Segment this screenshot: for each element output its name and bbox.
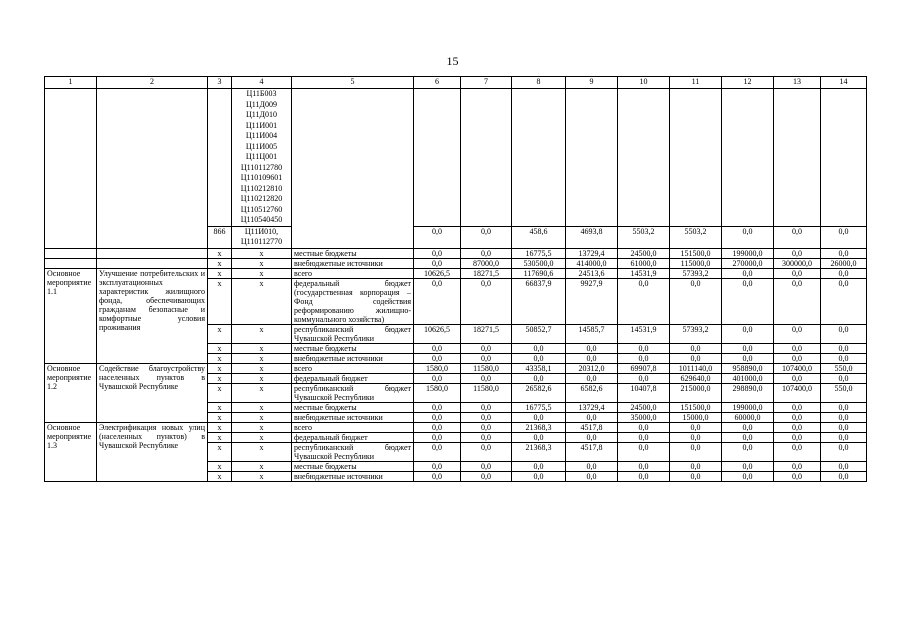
value-cell: 958890,0 [722,363,774,373]
source-cell: местные бюджеты [292,248,414,258]
source-cell: федеральный бюджет [292,432,414,442]
grbs-cell: х [208,412,232,422]
grbs-cell: х [208,422,232,432]
value-cell: 10407,8 [618,383,670,402]
source-cell: местные бюджеты [292,402,414,412]
value-cell: 35000,0 [618,412,670,422]
value-cell: 26582,6 [512,383,566,402]
value-cell: 18271,5 [461,324,512,343]
value-cell: 117690,6 [512,268,566,278]
grbs-cell: х [208,373,232,383]
value-cell: 21368,3 [512,422,566,432]
source-cell: республиканский бюджет Чувашской Республики [292,324,414,343]
value-empty [566,89,618,227]
grbs-cell: х [208,402,232,412]
value-cell: 0,0 [821,268,867,278]
value-cell: 0,0 [414,442,461,461]
value-cell: 107400,0 [774,363,821,373]
code-cell: х [232,324,292,343]
value-cell: 0,0 [774,268,821,278]
source-cell: местные бюджеты [292,343,414,353]
value-cell: 0,0 [722,268,774,278]
table-row [45,248,867,258]
value-cell: 199000,0 [722,402,774,412]
value-cell: 0,0 [722,324,774,343]
value-cell: 0,0 [414,248,461,258]
value-cell: 87000,0 [461,258,512,268]
value-cell: 530500,0 [512,258,566,268]
value-empty [821,89,867,227]
target-code: Ц11И004 [245,131,278,140]
value-empty [774,89,821,227]
value-cell: 0,0 [774,324,821,343]
value-cell: 0,0 [618,432,670,442]
grbs-cell: х [208,363,232,373]
value-cell: 1011140,0 [670,363,722,373]
value-cell: 0,0 [461,373,512,383]
value-cell: 0,0 [414,402,461,412]
value-cell: 21368,3 [512,442,566,461]
value-cell: 0,0 [461,402,512,412]
value-cell: 57393,2 [670,324,722,343]
code-cell: х [232,268,292,278]
code-cell: х [232,373,292,383]
value-cell: 550,0 [821,383,867,402]
value-cell: 550,0 [821,363,867,373]
value-cell: 0,0 [722,343,774,353]
value-cell: 0,0 [774,412,821,422]
value-cell: 14531,9 [618,324,670,343]
budget-table [44,76,867,482]
source-cell: республиканский бюджет Чувашской Республики [292,442,414,461]
value-cell: 0,0 [722,226,774,248]
code-cell: х [232,471,292,481]
value-cell: 151500,0 [670,402,722,412]
value-cell: 0,0 [461,412,512,422]
value-cell: 61000,0 [618,258,670,268]
value-cell: 66837,9 [512,278,566,324]
grbs-cell: х [208,268,232,278]
header-cell: 8 [512,77,566,89]
value-cell: 69907,8 [618,363,670,373]
value-empty [722,89,774,227]
grbs-cell: х [208,471,232,481]
value-cell: 16775,5 [512,248,566,258]
value-cell: 0,0 [512,353,566,363]
value-cell: 0,0 [618,471,670,481]
value-cell: 0,0 [821,402,867,412]
value-cell: 0,0 [566,432,618,442]
value-cell: 0,0 [414,461,461,471]
value-cell: 60000,0 [722,412,774,422]
measure-label-empty [45,258,97,268]
measure-title: Улучшение потребительских и эксплуатационных характеристик жилищного фонда, обеспечивающих гражданам безопасные и комфортные условия проживания [97,268,208,363]
grbs-cell: х [208,324,232,343]
value-cell: 20312,0 [566,363,618,373]
value-cell: 0,0 [512,432,566,442]
value-cell: 0,0 [722,422,774,432]
target-code: Ц11Ц001 [245,152,278,161]
target-code: Ц11И005 [245,141,278,151]
value-cell: 0,0 [670,471,722,481]
value-cell: 115000,0 [670,258,722,268]
value-cell: 0,0 [414,373,461,383]
target-code: Ц110112780 [240,162,283,172]
value-cell: 0,0 [618,353,670,363]
target-code: Ц110540450 [240,215,283,224]
value-cell: 24513,6 [566,268,618,278]
measure-label: Основное мероприятие 1.2 [45,363,97,422]
value-cell: 15000,0 [670,412,722,422]
value-cell: 0,0 [461,471,512,481]
code-cell: х [232,258,292,268]
value-cell: 0,0 [461,226,512,248]
code-cell: х [232,442,292,461]
source-cell: федеральный бюджет (государственная корпорация – Фонд содействия реформированию жилищно-коммунального хозяйства) [292,278,414,324]
value-cell: 0,0 [821,324,867,343]
measure-label-empty [45,89,97,249]
value-cell: 0,0 [566,471,618,481]
measure-title: Содействие благоустройству населенных пунктов в Чувашской Республике [97,363,208,422]
value-cell: 300000,0 [774,258,821,268]
value-cell: 0,0 [821,248,867,258]
value-cell: 0,0 [722,432,774,442]
value-cell: 0,0 [461,461,512,471]
source-empty [292,89,414,249]
value-cell: 0,0 [670,432,722,442]
measure-label: Основное мероприятие 1.3 [45,422,97,481]
value-cell: 26000,0 [821,258,867,268]
value-cell: 0,0 [670,343,722,353]
measure-label-empty [45,248,97,258]
value-cell: 16775,5 [512,402,566,412]
value-cell: 6582,6 [566,383,618,402]
value-cell: 0,0 [512,461,566,471]
value-cell: 0,0 [414,258,461,268]
value-cell: 107400,0 [774,383,821,402]
value-cell: 13729,4 [566,248,618,258]
header-cell: 3 [208,77,232,89]
header-cell: 9 [566,77,618,89]
value-cell: 13729,4 [566,402,618,412]
value-cell: 0,0 [461,422,512,432]
value-cell: 0,0 [618,442,670,461]
value-cell: 0,0 [821,461,867,471]
value-cell: 151500,0 [670,248,722,258]
value-cell: 11580,0 [461,383,512,402]
value-empty [512,89,566,227]
value-cell: 0,0 [722,461,774,471]
value-cell: 0,0 [414,422,461,432]
header-row [45,77,867,89]
value-cell: 10626,5 [414,268,461,278]
value-cell: 0,0 [722,442,774,461]
value-cell: 24500,0 [618,402,670,412]
source-cell: всего [292,422,414,432]
value-cell: 298890,0 [722,383,774,402]
value-cell: 629640,0 [670,373,722,383]
source-cell: местные бюджеты [292,461,414,471]
value-cell: 14531,9 [618,268,670,278]
value-cell: 43358,1 [512,363,566,373]
grbs-cell: х [208,461,232,471]
value-cell: 4517,8 [566,442,618,461]
source-cell: внебюджетные источники [292,412,414,422]
value-cell: 0,0 [618,461,670,471]
code-cell: х [232,402,292,412]
value-cell: 4693,8 [566,226,618,248]
value-cell: 0,0 [670,442,722,461]
grbs-cell: х [208,278,232,324]
value-cell: 0,0 [618,422,670,432]
value-cell: 0,0 [618,343,670,353]
code-cell: х [232,278,292,324]
header-cell: 10 [618,77,670,89]
value-cell: 270000,0 [722,258,774,268]
value-cell: 0,0 [461,353,512,363]
value-cell: 401000,0 [722,373,774,383]
header-cell: 12 [722,77,774,89]
value-cell: 1580,0 [414,363,461,373]
value-cell: 0,0 [461,248,512,258]
header-cell: 13 [774,77,821,89]
header-cell: 4 [232,77,292,89]
source-cell: республиканский бюджет Чувашской Республики [292,383,414,402]
value-cell: 0,0 [414,278,461,324]
table-row [45,258,867,268]
value-cell: 0,0 [821,471,867,481]
measure-title-empty [97,89,208,249]
value-cell: 0,0 [774,248,821,258]
target-code: Ц110512760 [240,204,283,214]
value-cell: 0,0 [566,373,618,383]
target-code: Ц11Д009 [246,99,277,109]
grbs-cell: х [208,442,232,461]
value-cell: 0,0 [414,412,461,422]
value-cell: 4517,8 [566,422,618,432]
value-cell: 0,0 [774,402,821,412]
header-cell: 11 [670,77,722,89]
value-cell: 24500,0 [618,248,670,258]
value-cell: 10626,5 [414,324,461,343]
value-cell: 0,0 [414,226,461,248]
header-cell: 5 [292,77,414,89]
value-cell: 0,0 [566,412,618,422]
value-cell: 0,0 [566,343,618,353]
table-row [45,422,867,432]
value-cell: 0,0 [774,373,821,383]
value-cell: 199000,0 [722,248,774,258]
value-cell: 0,0 [722,353,774,363]
value-cell: 0,0 [821,343,867,353]
value-cell: 0,0 [670,461,722,471]
source-cell: внебюджетные источники [292,353,414,363]
code-cell: х [232,432,292,442]
value-cell: 0,0 [774,422,821,432]
grbs-cell: х [208,432,232,442]
value-cell: 414000,0 [566,258,618,268]
value-cell: 0,0 [821,373,867,383]
value-empty [461,89,512,227]
code-cell: х [232,343,292,353]
source-cell: внебюджетные источники [292,258,414,268]
header-cell: 14 [821,77,867,89]
value-cell: 0,0 [512,471,566,481]
value-cell: 0,0 [414,432,461,442]
value-cell: 0,0 [821,412,867,422]
value-cell: 0,0 [670,278,722,324]
value-cell: 0,0 [461,278,512,324]
code-cell: х [232,412,292,422]
value-cell: 0,0 [512,343,566,353]
value-cell: 0,0 [566,353,618,363]
code-cell: х [232,248,292,258]
value-cell: 0,0 [774,461,821,471]
value-cell: 0,0 [821,422,867,432]
measure-label: Основное мероприятие 1.1 [45,268,97,363]
target-code: Ц11И001 [245,120,278,130]
target-code: Ц110212810 [240,183,283,193]
grbs-empty [208,89,232,227]
page-number: 15 [446,54,459,68]
value-cell: 0,0 [461,442,512,461]
value-cell: 0,0 [821,226,867,248]
value-cell: 0,0 [512,412,566,422]
target-code: Ц11Д010 [246,110,277,119]
table-row [45,363,867,373]
value-cell: 0,0 [774,353,821,363]
value-cell: 0,0 [774,343,821,353]
value-cell: 0,0 [821,353,867,363]
code-cell: х [232,422,292,432]
source-cell: всего [292,363,414,373]
value-cell: 18271,5 [461,268,512,278]
grbs-cell: х [208,353,232,363]
code-cell: х [232,363,292,373]
source-cell: федеральный бюджет [292,373,414,383]
value-cell: 0,0 [670,353,722,363]
value-cell: 0,0 [414,353,461,363]
value-cell: 0,0 [566,461,618,471]
value-cell: 0,0 [414,343,461,353]
target-code: Ц11И010, Ц110112770 [232,226,292,248]
target-code: Ц110212820 [240,194,283,203]
value-cell: 0,0 [722,471,774,481]
table-row [45,268,867,278]
value-cell: 0,0 [774,278,821,324]
header-cell: 1 [45,77,97,89]
value-cell: 14585,7 [566,324,618,343]
value-cell: 0,0 [618,373,670,383]
value-empty [414,89,461,227]
value-cell: 9927,9 [566,278,618,324]
target-codes [232,89,292,227]
value-cell: 0,0 [821,432,867,442]
code-cell: х [232,461,292,471]
source-cell: всего [292,268,414,278]
header-cell: 6 [414,77,461,89]
value-cell: 50852,7 [512,324,566,343]
target-code: Ц110109601 [240,173,283,182]
value-cell: 0,0 [461,432,512,442]
measure-title-empty [97,248,208,258]
code-cell: х [232,353,292,363]
value-cell: 0,0 [461,343,512,353]
value-empty [618,89,670,227]
grbs-cell: х [208,258,232,268]
value-cell: 5503,2 [618,226,670,248]
measure-title: Электрификация новых улиц (населенных пунктов) в Чувашской Республике [97,422,208,481]
code-cell: х [232,383,292,402]
value-cell: 0,0 [821,442,867,461]
target-code: Ц11Б003 [246,89,277,98]
header-cell: 2 [97,77,208,89]
value-cell: 0,0 [821,278,867,324]
value-cell: 0,0 [774,471,821,481]
value-cell: 0,0 [774,432,821,442]
value-cell: 0,0 [774,226,821,248]
grbs-code: 866 [208,226,232,248]
value-cell: 57393,2 [670,268,722,278]
value-cell: 5503,2 [670,226,722,248]
grbs-cell: х [208,248,232,258]
header-cell: 7 [461,77,512,89]
value-cell: 11580,0 [461,363,512,373]
value-cell: 458,6 [512,226,566,248]
value-cell: 0,0 [414,471,461,481]
grbs-cell: х [208,343,232,353]
measure-title-empty [97,258,208,268]
codes-row [45,89,867,227]
value-cell: 0,0 [774,442,821,461]
value-cell: 0,0 [722,278,774,324]
grbs-cell: х [208,383,232,402]
value-cell: 0,0 [512,373,566,383]
value-cell: 1580,0 [414,383,461,402]
value-cell: 215000,0 [670,383,722,402]
value-cell: 0,0 [670,422,722,432]
value-empty [670,89,722,227]
value-cell: 0,0 [618,278,670,324]
source-cell: внебюджетные источники [292,471,414,481]
